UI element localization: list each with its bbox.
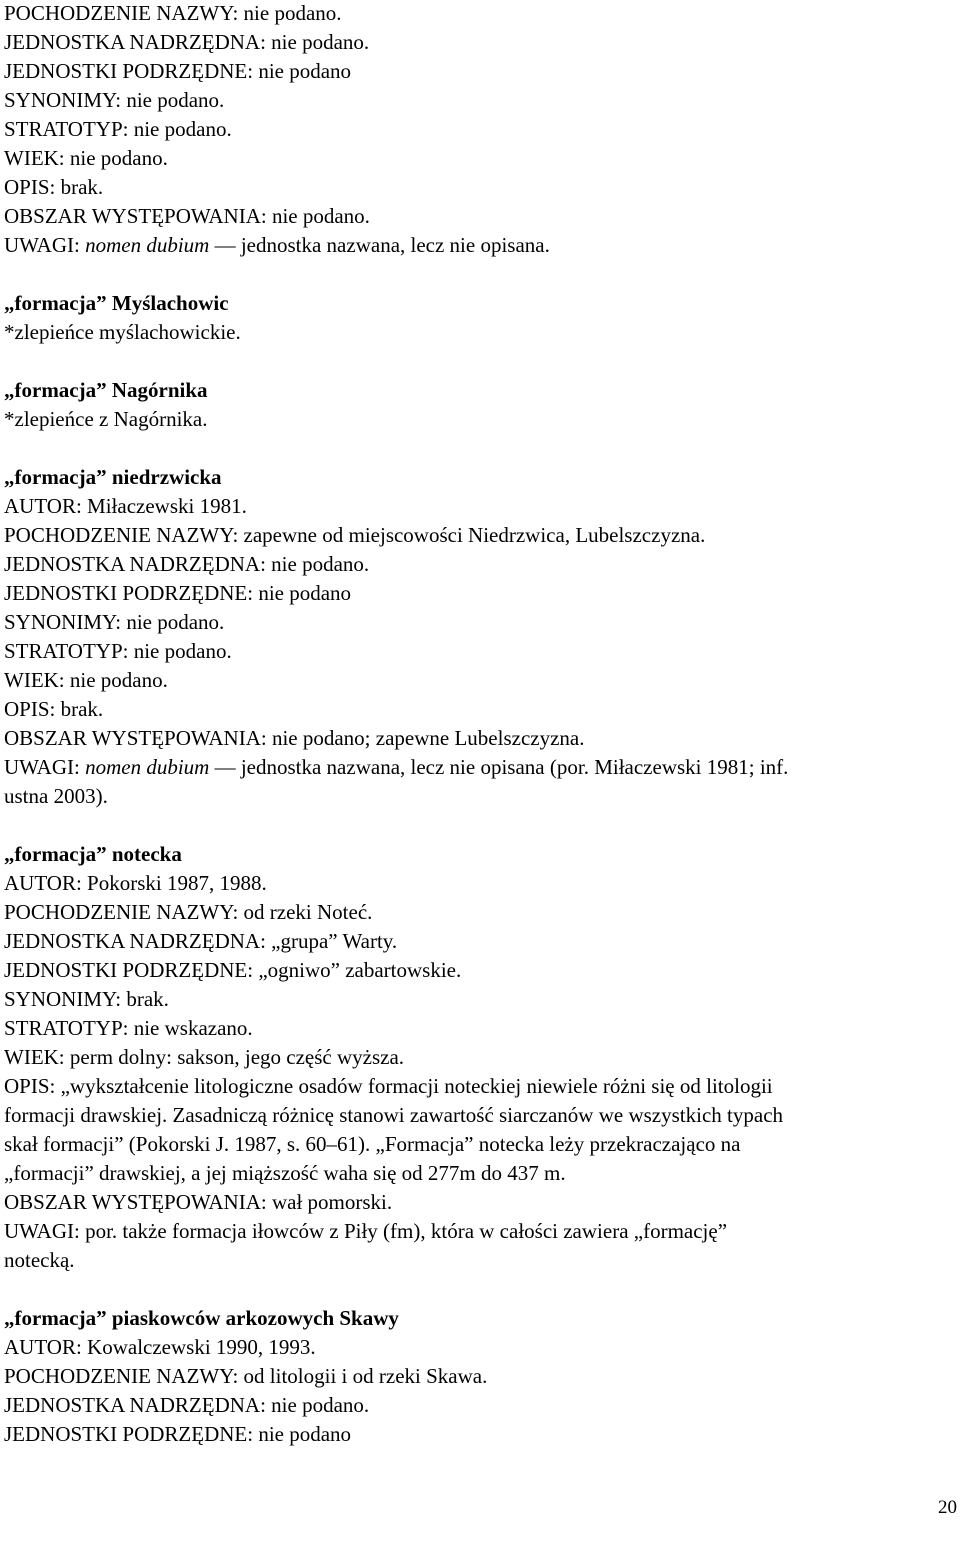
remarks-italic-term: nomen dubium [85, 755, 210, 779]
entry-remarks-continued: ustna 2003). [4, 784, 108, 808]
entry-synonyms: SYNONIMY: nie podano. [4, 610, 225, 634]
entry-stratotype: STRATOTYP: nie wskazano. [4, 1016, 253, 1040]
entry-heading: „formacja” Nagórnika [4, 378, 208, 402]
entry-parent-unit: JEDNOSTKA NADRZĘDNA: nie podano. [4, 1393, 370, 1417]
entry-subunits: JEDNOSTKI PODRZĘDNE: nie podano [4, 581, 352, 605]
remarks-text: — jednostka nazwana, lecz nie opisana (por. Miłaczewski 1981; inf. [209, 755, 789, 779]
entry-age: WIEK: perm dolny: sakson, jego część wyższa. [4, 1045, 405, 1069]
entry-author: AUTOR: Pokorski 1987, 1988. [4, 871, 267, 895]
spacer [4, 811, 956, 840]
entry-heading: „formacja” piaskowców arkozowych Skawy [4, 1306, 399, 1330]
entry-subunits: JEDNOSTKI PODRZĘDNE: nie podano [4, 59, 352, 83]
entry-stratotype: STRATOTYP: nie podano. [4, 639, 232, 663]
entry-heading: „formacja” Myślachowic [4, 291, 229, 315]
entry-heading: „formacja” notecka [4, 842, 182, 866]
entry-parent-unit: JEDNOSTKA NADRZĘDNA: „grupa” Warty. [4, 929, 398, 953]
spacer [4, 347, 956, 376]
entry-origin: POCHODZENIE NAZWY: zapewne od miejscowości Niedrzwica, Lubelszczyzna. [4, 523, 706, 547]
entry-reference: *zlepieńce myślachowickie. [4, 320, 241, 344]
entry-description: OPIS: brak. [4, 697, 104, 721]
remarks-label: UWAGI: [4, 233, 86, 257]
entry-description: OPIS: brak. [4, 175, 104, 199]
remarks-label: UWAGI: [4, 755, 86, 779]
entry-occurrence-area: OBSZAR WYSTĘPOWANIA: nie podano. [4, 204, 370, 228]
entry-remarks: UWAGI: por. także formacja iłowców z Piły (fm), która w całości zawiera „formację” [4, 1219, 728, 1243]
entry-parent-unit: JEDNOSTKA NADRZĘDNA: nie podano. [4, 30, 370, 54]
document-page [4, 0, 956, 1449]
entry-subunits: JEDNOSTKI PODRZĘDNE: nie podano [4, 1422, 352, 1446]
entry-description-continued: skał formacji” (Pokorski J. 1987, s. 60–61). „Formacja” notecka leży przekraczająco na [4, 1132, 741, 1156]
remarks-text: — jednostka nazwana, lecz nie opisana. [209, 233, 550, 257]
entry-author: AUTOR: Miłaczewski 1981. [4, 494, 247, 518]
entry-author: AUTOR: Kowalczewski 1990, 1993. [4, 1335, 316, 1359]
entry-age: WIEK: nie podano. [4, 146, 168, 170]
entry-description-continued: „formacji” drawskiej, a jej miąższość waha się od 277m do 437 m. [4, 1161, 566, 1185]
entry-subunits: JEDNOSTKI PODRZĘDNE: „ogniwo” zabartowskie. [4, 958, 462, 982]
remarks-italic-term: nomen dubium [85, 233, 210, 257]
entry-synonyms: SYNONIMY: nie podano. [4, 88, 225, 112]
spacer [4, 1275, 956, 1304]
entry-remarks-continued: notecką. [4, 1248, 75, 1272]
entry-origin: POCHODZENIE NAZWY: nie podano. [4, 1, 342, 25]
entry-description: OPIS: „wykształcenie litologiczne osadów formacji noteckiej niewiele różni się od litologii [4, 1074, 773, 1098]
entry-reference: *zlepieńce z Nagórnika. [4, 407, 208, 431]
entry-remarks [4, 753, 956, 782]
entry-age: WIEK: nie podano. [4, 668, 168, 692]
entry-synonyms: SYNONIMY: brak. [4, 987, 169, 1011]
page-number: 20 [938, 1497, 957, 1518]
entry-heading: „formacja” niedrzwicka [4, 465, 222, 489]
entry-origin: POCHODZENIE NAZWY: od rzeki Noteć. [4, 900, 373, 924]
entry-stratotype: STRATOTYP: nie podano. [4, 117, 232, 141]
entry-parent-unit: JEDNOSTKA NADRZĘDNA: nie podano. [4, 552, 370, 576]
entry-origin: POCHODZENIE NAZWY: od litologii i od rzeki Skawa. [4, 1364, 488, 1388]
entry-occurrence-area: OBSZAR WYSTĘPOWANIA: wał pomorski. [4, 1190, 393, 1214]
entry-description-continued: formacji drawskiej. Zasadniczą różnicę stanowi zawartość siarczanów we wszystkich typach [4, 1103, 784, 1127]
entry-remarks [4, 231, 956, 260]
entry-occurrence-area: OBSZAR WYSTĘPOWANIA: nie podano; zapewne Lubelszczyzna. [4, 726, 585, 750]
spacer [4, 434, 956, 463]
spacer [4, 260, 956, 289]
